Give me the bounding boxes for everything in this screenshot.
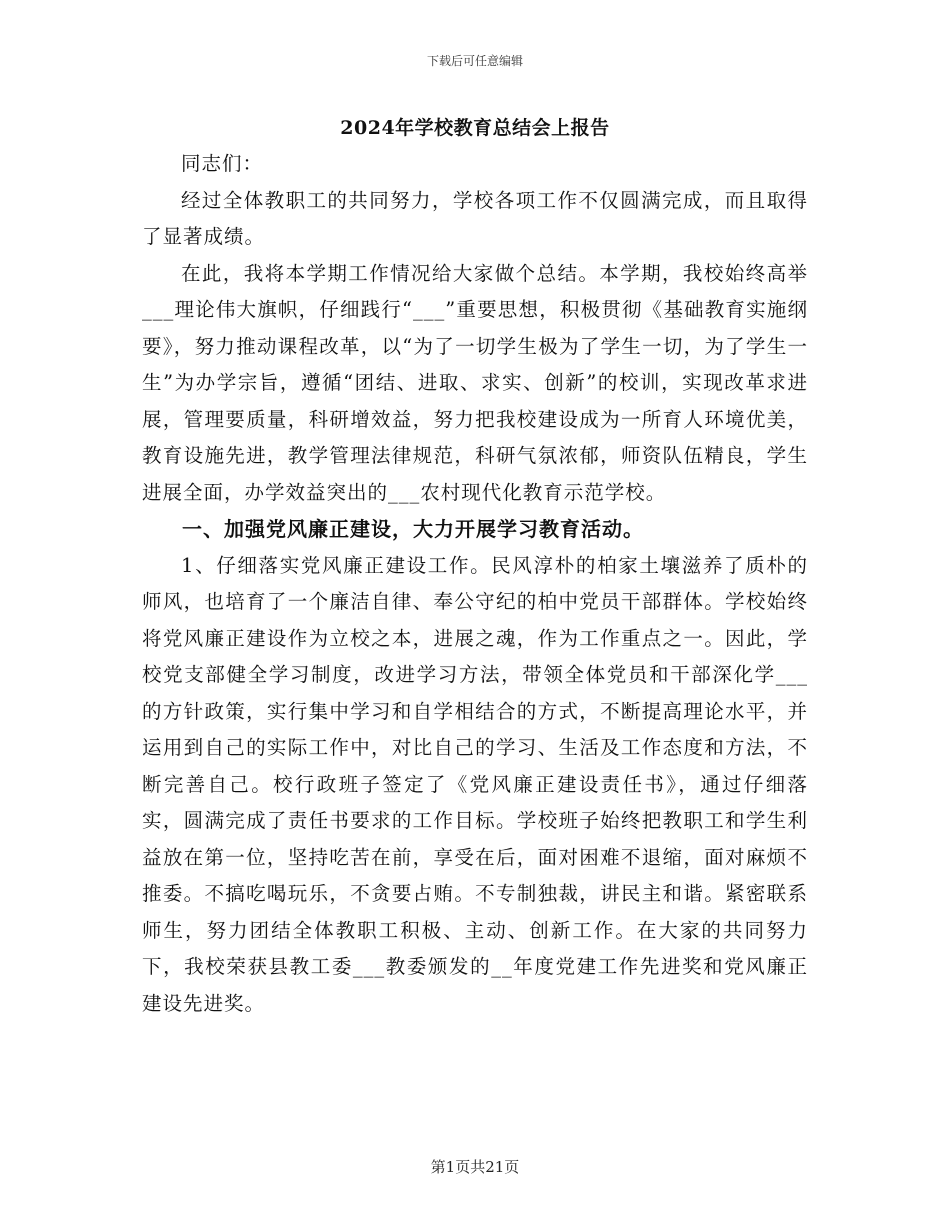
summary-paragraph: 在此，我将本学期工作情况给大家做个总结。本学期，我校始终高举___理论伟大旗帜，仔细践行“___”重要思想，积极贯彻《基础教育实施纲要》，努力推动课程改革，以“为了一切学生极为了学生一切，为了学生一生”为办学宗旨，遵循“团结、进取、求实、创新”的校训，实现改革求进展，管理要质量，科研增效益，努力把我校建设成为一所育人环境优美，教育设施先进，教学管理法律规范，科研气氛浓郁，师资队伍精良，学生进展全面，办学效益突出的___农村现代化教育示范学校。	[142, 261, 808, 504]
section-heading: 一、加强党风廉正建设，大力开展学习教育活动。	[182, 517, 644, 541]
document-body	[142, 146, 808, 1022]
salutation: 同志们：	[181, 152, 264, 175]
page-indicator: 第1页共21页	[430, 1158, 520, 1176]
intro-paragraph: 经过全体教职工的共同努力，学校各项工作不仅圆满完成，而且取得了显著成绩。	[142, 188, 808, 248]
document-title: 2024年学校教育总结会上报告	[340, 117, 610, 139]
header-note: 下载后可任意编辑	[426, 54, 523, 68]
party-building-paragraph: 1、仔细落实党风廉正建设工作。民风淳朴的柏家土壤滋养了质朴的师风，也培育了一个廉洁自律、奉公守纪的柏中党员干部群体。学校始终将党风廉正建设作为立校之本，进展之魂，作为工作重点之一。因此，学校党支部健全学习制度，改进学习方法，带领全体党员和干部深化学___的方针政策，实行集中学习和自学相结合的方式，不断提高理论水平，并运用到自己的实际工作中，对比自己的学习、生活及工作态度和方法，不断完善自己。校行政班子签定了《党风廉正建设责任书》，通过仔细落实，圆满完成了责任书要求的工作目标。学校班子始终把教职工和学生利益放在第一位，坚持吃苦在前，享受在后，面对困难不退缩，面对麻烦不推委。不搞吃喝玩乐，不贪要占贿。不专制独裁，讲民主和谐。紧密联系师生，努力团结全体教职工积极、主动、创新工作。在大家的共同努力下，我校荣获县教工委___教委颁发的__年度党建工作先进奖和党风廉正建设先进奖。	[142, 553, 808, 1015]
